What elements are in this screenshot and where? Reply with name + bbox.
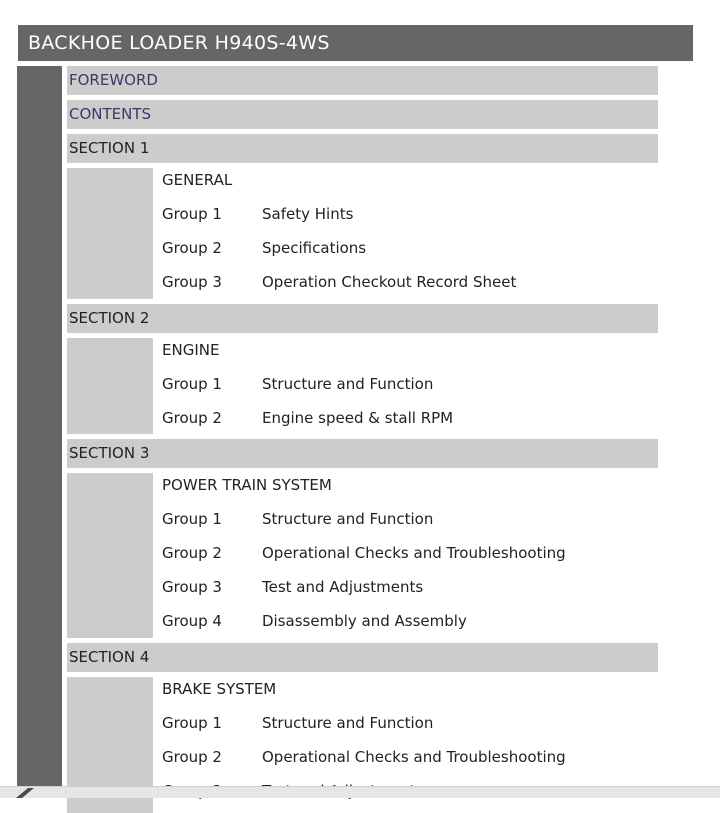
section-header: SECTION 3 [67,439,658,468]
section-heading: POWER TRAIN SYSTEM [162,476,332,494]
section-side-panel [67,338,153,434]
group-row[interactable] [162,711,658,745]
group-row[interactable] [162,609,658,638]
group-title-link[interactable]: Safety Hints [262,205,354,223]
group-title-link[interactable]: Structure and Function [262,510,434,528]
group-row[interactable] [162,406,658,434]
group-row[interactable] [162,236,658,270]
group-row[interactable] [162,372,658,406]
group-title-link[interactable]: Operational Checks and Troubleshooting [262,544,566,562]
group-number: Group 3 [162,578,222,596]
group-title-link[interactable]: Engine speed & stall RPM [262,409,454,427]
group-row[interactable] [162,202,658,236]
group-row[interactable] [162,507,658,541]
group-title-link[interactable]: Operation Checkout Record Sheet [262,273,517,291]
group-title-link[interactable]: Structure and Function [262,375,434,393]
group-row[interactable] [162,745,658,779]
group-row[interactable] [162,575,658,609]
left-rail [17,66,62,786]
group-number: Group 3 [162,273,222,291]
section-heading: BRAKE SYSTEM [162,680,277,698]
section-block [67,473,658,638]
group-number: Group 2 [162,239,222,257]
group-title-link[interactable]: Disassembly and Assembly [262,612,467,630]
section-side-panel [67,473,153,638]
table-of-contents [67,66,658,785]
group-number: Group 2 [162,544,222,562]
section-header: SECTION 2 [67,304,658,333]
horizontal-scrollbar[interactable] [0,786,720,798]
section-header: SECTION 4 [67,643,658,672]
resize-corner-icon[interactable] [14,787,36,798]
section-side-panel [67,168,153,299]
foreword-link[interactable]: FOREWORD [67,66,658,95]
group-title-link[interactable]: Operational Checks and Troubleshooting [262,748,566,766]
section-header: SECTION 1 [67,134,658,163]
section-heading: ENGINE [162,341,220,359]
group-number: Group 2 [162,748,222,766]
group-title-link[interactable]: Structure and Function [262,714,434,732]
document-title: BACKHOE LOADER H940S-4WS [18,25,693,61]
section-block [67,338,658,434]
group-row[interactable] [162,541,658,575]
section-heading: GENERAL [162,171,233,189]
group-number: Group 4 [162,612,222,630]
section-block [67,168,658,299]
group-title-link[interactable]: Specifications [262,239,367,257]
group-number: Group 1 [162,510,222,528]
contents-link[interactable]: CONTENTS [67,100,658,129]
group-number: Group 1 [162,375,222,393]
group-number: Group 1 [162,714,222,732]
group-number: Group 1 [162,205,222,223]
group-title-link[interactable]: Test and Adjustments [262,578,424,596]
group-number: Group 2 [162,409,222,427]
group-row[interactable] [162,270,658,299]
